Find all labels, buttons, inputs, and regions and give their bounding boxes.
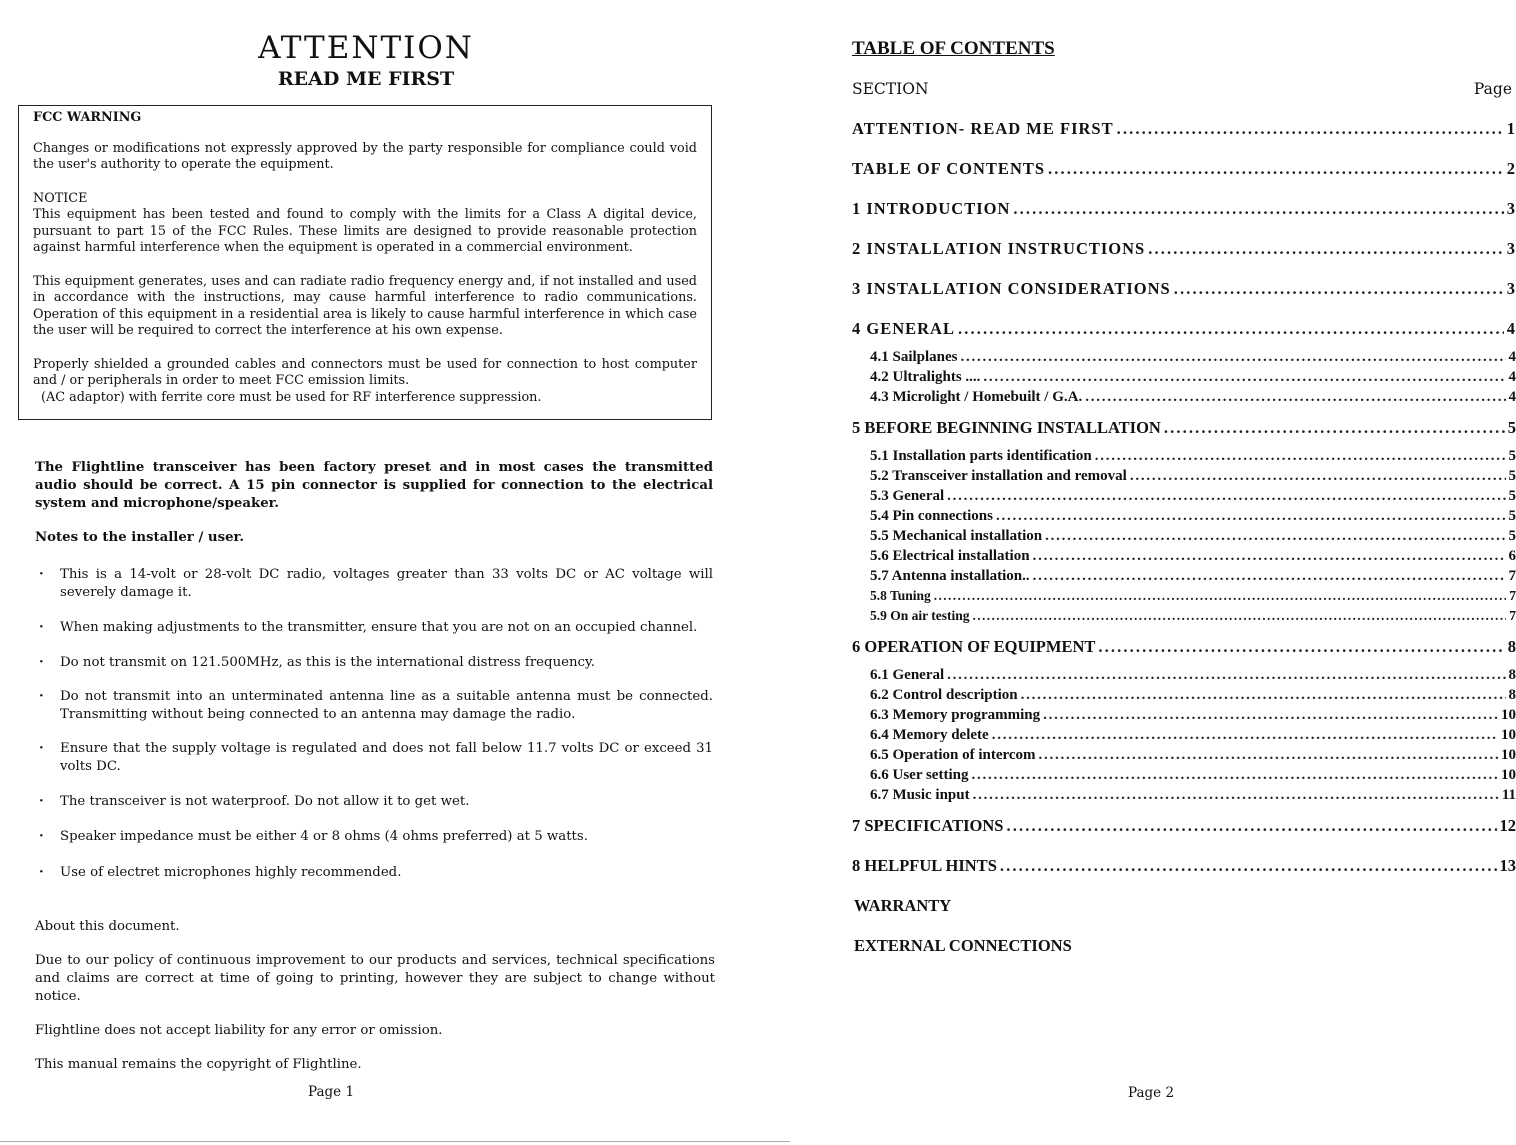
- about-paragraph-3: This manual remains the copyright of Flightline.: [35, 1057, 362, 1072]
- toc-subentry[interactable]: 5.7 Antenna installation.. . . . 7: [870, 568, 1516, 585]
- list-item: · Ensure that the supply voltage is regulated and does not fall below 11.7 volts DC or exceed 31 volts DC.: [35, 740, 713, 775]
- fcc-warning-box: [18, 105, 712, 420]
- scan-edge-line: [0, 1141, 790, 1142]
- toc-entry[interactable]: 6 OPERATION OF EQUIPMENT . . . 8: [852, 637, 1516, 657]
- toc-subentry[interactable]: 6.5 Operation of intercom . . . 10: [870, 747, 1516, 764]
- fcc-paragraph-3: This equipment generates, uses and can radiate radio frequency energy and, if not installed and used in accordance with the instructions, may cause harmful interference to radio communications. Operation of this equipment in a residential area is likely to cause harmful interference in which case the user will be required to correct the interference at his own expense.: [33, 273, 697, 338]
- list-item: · The transceiver is not waterproof. Do not allow it to get wet.: [35, 793, 713, 811]
- toc-entry[interactable]: TABLE OF CONTENTS . . . 2: [852, 159, 1516, 179]
- toc-subentry[interactable]: 6.4 Memory delete . . . 10: [870, 727, 1516, 744]
- toc-subentry[interactable]: 6.3 Memory programming . . . 10: [870, 707, 1516, 724]
- toc-entry[interactable]: 5 BEFORE BEGINNING INSTALLATION . . . 5: [852, 418, 1516, 438]
- fcc-heading: FCC WARNING: [33, 110, 142, 125]
- intro-paragraph: The Flightline transceiver has been factory preset and in most cases the transmitted audio should be correct. A 15 pin connector is supplied for connection to the electrical system and microphone/speaker.: [35, 460, 713, 511]
- toc-entry[interactable]: 7 SPECIFICATIONS . . . 12: [852, 816, 1516, 836]
- fcc-paragraph-5: (AC adaptor) with ferrite core must be used for RF interference suppression.: [41, 389, 542, 405]
- toc-header-row: [852, 80, 1512, 98]
- toc-title: TABLE OF CONTENTS: [852, 38, 1055, 59]
- right-page: [852, 0, 1516, 1145]
- notice-heading: NOTICE: [33, 190, 88, 206]
- list-item: · Do not transmit on 121.500MHz, as this is the international distress frequency.: [35, 654, 713, 672]
- toc-subentry[interactable]: 5.3 General . . . 5: [870, 488, 1516, 505]
- toc-subentry[interactable]: 5.8 Tuning . . . 7: [870, 588, 1516, 604]
- toc-subentry[interactable]: 5.1 Installation parts identification . . . 5: [870, 448, 1516, 465]
- page-column-label: Page: [1473, 80, 1512, 98]
- section-column-label: SECTION: [852, 80, 929, 98]
- toc-subentry[interactable]: 5.4 Pin connections . . . 5: [870, 508, 1516, 525]
- toc-entry[interactable]: 4 GENERAL . . . 4: [852, 319, 1516, 339]
- toc-subentry[interactable]: 5.6 Electrical installation . . . 6: [870, 548, 1516, 565]
- attention-title: ATTENTION: [258, 30, 474, 66]
- toc-subentry[interactable]: 6.1 General . . . 8: [870, 667, 1516, 684]
- page-number-1: Page 1: [308, 1084, 355, 1100]
- list-item: · This is a 14-volt or 28-volt DC radio, voltages greater than 33 volts DC or AC voltage will severely damage it.: [35, 566, 713, 601]
- toc-entry[interactable]: 3 INSTALLATION CONSIDERATIONS . . . 3: [852, 279, 1516, 299]
- list-item: · Use of electret microphones highly recommended.: [35, 864, 713, 882]
- left-page: [18, 0, 714, 1145]
- notes-heading: Notes to the installer / user.: [35, 530, 244, 545]
- toc-entry[interactable]: 2 INSTALLATION INSTRUCTIONS . . . 3: [852, 239, 1516, 259]
- attention-subtitle: READ ME FIRST: [277, 68, 455, 90]
- toc-subentry[interactable]: 4.3 Microlight / Homebuilt / G.A. . . . 4: [870, 389, 1516, 406]
- fcc-paragraph-4: Properly shielded a grounded cables and connectors must be used for connection to host computer and / or peripherals in order to meet FCC emission limits.: [33, 356, 697, 388]
- toc-subentry[interactable]: 5.9 On air testing . . . 7: [870, 608, 1516, 624]
- list-item: · Do not transmit into an unterminated antenna line as a suitable antenna must be connected. Transmitting without being connected to an antenna may damage the radio.: [35, 688, 713, 723]
- toc-subentry[interactable]: 4.1 Sailplanes . . . 4: [870, 349, 1516, 366]
- toc-subentry[interactable]: 5.2 Transceiver installation and removal . . . 5: [870, 468, 1516, 485]
- about-paragraph-2: Flightline does not accept liability for any error or omission.: [35, 1023, 443, 1038]
- toc-entry[interactable]: 1 INTRODUCTION . . . 3: [852, 199, 1516, 219]
- toc-subentry[interactable]: 5.5 Mechanical installation . . . 5: [870, 528, 1516, 545]
- external-connections-entry[interactable]: EXTERNAL CONNECTIONS: [854, 936, 1072, 955]
- warranty-entry[interactable]: WARRANTY: [854, 896, 952, 915]
- toc-subentry[interactable]: 6.2 Control description . . . 8: [870, 687, 1516, 704]
- list-item: · Speaker impedance must be either 4 or 8 ohms (4 ohms preferred) at 5 watts.: [35, 828, 713, 846]
- about-heading: About this document.: [35, 919, 180, 934]
- page-number-2: Page 2: [1128, 1085, 1175, 1101]
- toc-subentry[interactable]: 6.6 User setting . . . 10: [870, 767, 1516, 784]
- list-item: · When making adjustments to the transmitter, ensure that you are not on an occupied channel.: [35, 619, 713, 637]
- about-paragraph-1: Due to our policy of continuous improvement to our products and services, technical specifications and claims are correct at time of going to printing, however they are subject to change without notice.: [35, 953, 715, 1004]
- toc-entry[interactable]: ATTENTION- READ ME FIRST . . . 1: [852, 119, 1516, 139]
- toc-subentry[interactable]: 4.2 Ultralights .... . . . 4: [870, 369, 1516, 386]
- toc-entry[interactable]: 8 HELPFUL HINTS . . . 13: [852, 856, 1516, 876]
- fcc-paragraph-1: Changes or modifications not expressly approved by the party responsible for compliance could void the user's authority to operate the equipment.: [33, 140, 697, 172]
- about-section: [35, 918, 715, 1074]
- toc-subentry[interactable]: 6.7 Music input . . . 11: [870, 787, 1516, 804]
- fcc-paragraph-2: This equipment has been tested and found to comply with the limits for a Class A digital device, pursuant to part 15 of the FCC Rules. These limits are designed to provide reasonable protection against harmful interference when the equipment is operated in a commercial environment.: [33, 207, 697, 255]
